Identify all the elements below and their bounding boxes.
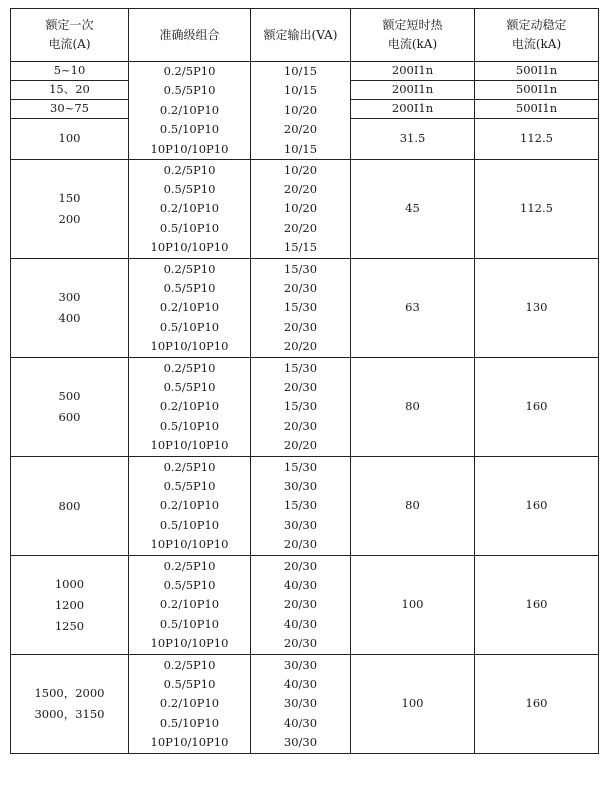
table-row	[11, 556, 599, 655]
cell-dynamic: 130	[475, 259, 599, 358]
cell-dynamic: 160	[475, 457, 599, 556]
cell-output: 15/30 20/30 15/30 20/30 20/20	[251, 358, 351, 457]
cell-thermal: 200I1n	[351, 81, 475, 100]
cell-thermal: 45	[351, 160, 475, 259]
cell-dynamic: 160	[475, 655, 599, 754]
cell-current: 5~10	[11, 62, 129, 81]
cell-accuracy: 0.2/5P10 0.5/5P10 0.2/10P10 0.5/10P10 10P10/10P10	[129, 457, 251, 556]
ct-spec-table	[10, 8, 599, 754]
cell-thermal: 100	[351, 556, 475, 655]
cell-current: 100	[11, 119, 129, 160]
cell-current: 300 400	[11, 259, 129, 358]
cell-accuracy: 0.2/5P10 0.5/5P10 0.2/10P10 0.5/10P10 10P10/10P10	[129, 358, 251, 457]
cell-current: 15、20	[11, 81, 129, 100]
cell-output: 15/30 30/30 15/30 30/30 20/30	[251, 457, 351, 556]
table-row	[11, 457, 599, 556]
cell-dynamic: 500I1n	[475, 100, 599, 119]
table-row	[11, 358, 599, 457]
cell-accuracy: 0.2/5P10 0.5/5P10 0.2/10P10 0.5/10P10 10P10/10P10	[129, 556, 251, 655]
header-row	[11, 9, 599, 62]
cell-current: 30~75	[11, 100, 129, 119]
cell-dynamic: 160	[475, 556, 599, 655]
table-row	[11, 160, 599, 259]
table-row	[11, 259, 599, 358]
cell-thermal: 100	[351, 655, 475, 754]
cell-output: 15/30 20/30 15/30 20/30 20/20	[251, 259, 351, 358]
table-row	[11, 62, 599, 81]
header-short-time-thermal-current: 额定短时热 电流(kA)	[351, 9, 475, 62]
cell-current: 500 600	[11, 358, 129, 457]
header-rated-primary-current: 额定一次 电流(A)	[11, 9, 129, 62]
cell-thermal: 63	[351, 259, 475, 358]
cell-dynamic: 112.5	[475, 160, 599, 259]
cell-accuracy: 0.2/5P10 0.5/5P10 0.2/10P10 0.5/10P10 10P10/10P10	[129, 62, 251, 160]
header-rated-output: 额定输出(VA)	[251, 9, 351, 62]
cell-accuracy: 0.2/5P10 0.5/5P10 0.2/10P10 0.5/10P10 10P10/10P10	[129, 655, 251, 754]
cell-current: 800	[11, 457, 129, 556]
cell-dynamic: 160	[475, 358, 599, 457]
cell-output: 30/30 40/30 30/30 40/30 30/30	[251, 655, 351, 754]
cell-dynamic: 112.5	[475, 119, 599, 160]
cell-thermal: 80	[351, 358, 475, 457]
cell-output: 10/15 10/15 10/20 20/20 10/15	[251, 62, 351, 160]
cell-dynamic: 500I1n	[475, 81, 599, 100]
table-row	[11, 655, 599, 754]
cell-output: 10/20 20/20 10/20 20/20 15/15	[251, 160, 351, 259]
header-dynamic-stable-current: 额定动稳定 电流(kA)	[475, 9, 599, 62]
cell-current: 1500，2000 3000，3150	[11, 655, 129, 754]
cell-output: 20/30 40/30 20/30 40/30 20/30	[251, 556, 351, 655]
cell-thermal: 80	[351, 457, 475, 556]
cell-current: 1000 1200 1250	[11, 556, 129, 655]
cell-thermal: 200I1n	[351, 100, 475, 119]
cell-dynamic: 500I1n	[475, 62, 599, 81]
cell-current: 150 200	[11, 160, 129, 259]
cell-accuracy: 0.2/5P10 0.5/5P10 0.2/10P10 0.5/10P10 10P10/10P10	[129, 160, 251, 259]
cell-thermal: 200I1n	[351, 62, 475, 81]
cell-thermal: 31.5	[351, 119, 475, 160]
cell-accuracy: 0.2/5P10 0.5/5P10 0.2/10P10 0.5/10P10 10P10/10P10	[129, 259, 251, 358]
header-accuracy-class: 准确级组合	[129, 9, 251, 62]
table-body-blocks	[11, 160, 599, 754]
